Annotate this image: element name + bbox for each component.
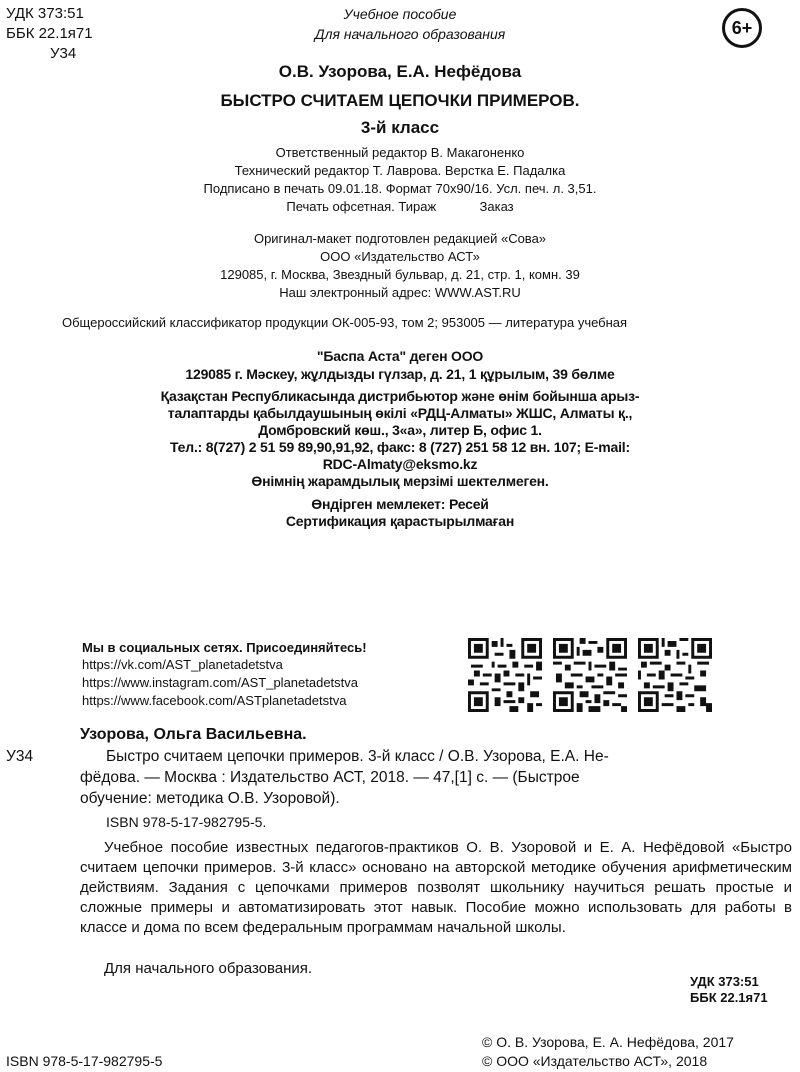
qr-code-vk[interactable] xyxy=(468,638,542,712)
kz-publisher: "Баспа Аста" деген ООО xyxy=(316,348,484,364)
bib-line-3: обучение: методика О.В. Узоровой). xyxy=(80,790,340,807)
book-grade: 3-й класс xyxy=(360,118,440,137)
kz-country: Өндірген мемлекет: Ресей xyxy=(311,496,489,512)
qr-code-facebook[interactable] xyxy=(638,638,712,712)
publication-audience: Для начального образования xyxy=(314,26,506,42)
credits-print-date: Подписано в печать 09.01.18. Формат 70х90/16. Усл. печ. л. 3,51. xyxy=(203,181,597,196)
bib-author-heading: Узорова, Ольга Васильевна. xyxy=(80,726,307,743)
kz-certification: Сертификация қарастырылмаған xyxy=(285,513,515,529)
footer-isbn: ISBN 978-5-17-982795-5 xyxy=(6,1053,163,1069)
kz-distributor-1: Қазақстан Республикасында дистрибьютор және өнім бойынша арыз- xyxy=(160,388,640,404)
social-link-instagram[interactable]: https://www.instagram.com/AST_planetadetstva xyxy=(82,675,359,690)
bib-isbn: ISBN 978-5-17-982795-5. xyxy=(106,814,267,830)
qr-code-instagram[interactable] xyxy=(553,638,627,712)
publisher-address: 129085, г. Москва, Звездный бульвар, д. 21, стр. 1, комн. 39 xyxy=(220,267,580,282)
credits-editor: Ответственный редактор В. Макагоненко xyxy=(275,145,525,160)
bbk-code: ББК 22.1я71 xyxy=(6,25,93,42)
kz-address: 129085 г. Мәскеу, жұлдызды гүлзар, д. 21, 1 құрылым, 39 бөлме xyxy=(185,366,615,382)
bib-line-2: фёдова. — Москва : Издательство АСТ, 2018. — 47,[1] с. — (Быстрое xyxy=(80,769,580,786)
credits-print-run: Печать офсетная. Тираж Заказ xyxy=(286,199,514,214)
publisher-name: ООО «Издательство АСТ» xyxy=(320,249,480,264)
copyright-authors: © О. В. Узорова, Е. А. Нефёдова, 2017 xyxy=(482,1034,734,1050)
udk-code: УДК 373:51 xyxy=(6,5,84,22)
kz-email: RDC-Almaty@eksmo.kz xyxy=(322,456,478,472)
copyright-publisher: © ООО «Издательство АСТ», 2018 xyxy=(482,1053,708,1069)
credits-tech-editor: Технический редактор Т. Лаврова. Верстка Е. Падалка xyxy=(234,163,566,178)
publisher-website: Наш электронный адрес: WWW.AST.RU xyxy=(279,285,521,300)
annotation-text: Учебное пособие известных педагогов-практиков О. В. Узоровой и Е. А. Нефёдовой «Быстро считаем цепочки примеров. 3-й класс» основано на авторской методике обучения арифметическим действиям. Задания с цепочками примеров позволят школьнику научиться решать простые и сложные примеры и автоматизировать этот навык. Пособие можно использовать для работы в классе и дома по всем федеральным программам начальной школы. xyxy=(80,839,792,936)
bib-code: У34 xyxy=(6,748,34,765)
social-link-facebook[interactable]: https://www.facebook.com/ASTplanetadetstva xyxy=(82,693,347,708)
kz-phone: Тел.: 8(727) 2 51 59 89,90,91,92, факс: 8 (727) 251 58 12 вн. 107; E-mail: xyxy=(170,439,630,455)
social-link-vk[interactable]: https://vk.com/AST_planetadetstva xyxy=(82,657,283,672)
age-rating-label: 6+ xyxy=(731,17,753,38)
bib-line-1: Быстро считаем цепочки примеров. 3-й класс / О.В. Узорова, Е.А. Не- xyxy=(106,748,609,765)
kz-distributor-3: Домбровский көш., 3«а», литер Б, офис 1. xyxy=(258,422,542,438)
publisher-layout: Оригинал-макет подготовлен редакцией «Сова» xyxy=(253,231,547,246)
footer-udk: УДК 373:51 xyxy=(690,974,759,989)
author-sign-code: У34 xyxy=(50,45,77,62)
social-heading: Мы в социальных сетях. Присоединяйтесь! xyxy=(82,640,367,655)
kz-distributor-2: талаптарды қабылдаушының өкілі «РДЦ-Алматы» ЖШС, Алматы қ., xyxy=(167,405,633,421)
book-title: БЫСТРО СЧИТАЕМ ЦЕПОЧКИ ПРИМЕРОВ. xyxy=(220,91,580,110)
publication-type: Учебное пособие xyxy=(343,6,457,22)
annotation-audience: Для начального образования. xyxy=(104,960,313,977)
footer-bbk: ББК 22.1я71 xyxy=(690,990,768,1005)
kz-shelf-life: Өнімнің жарамдылық мерзімі шектелмеген. xyxy=(251,473,549,489)
age-rating-badge xyxy=(722,8,762,48)
book-authors: О.В. Узорова, Е.А. Нефёдова xyxy=(278,62,522,81)
product-classifier: Общероссийский классификатор продукции ОК-005-93, том 2; 953005 — литература учебная xyxy=(62,315,628,330)
